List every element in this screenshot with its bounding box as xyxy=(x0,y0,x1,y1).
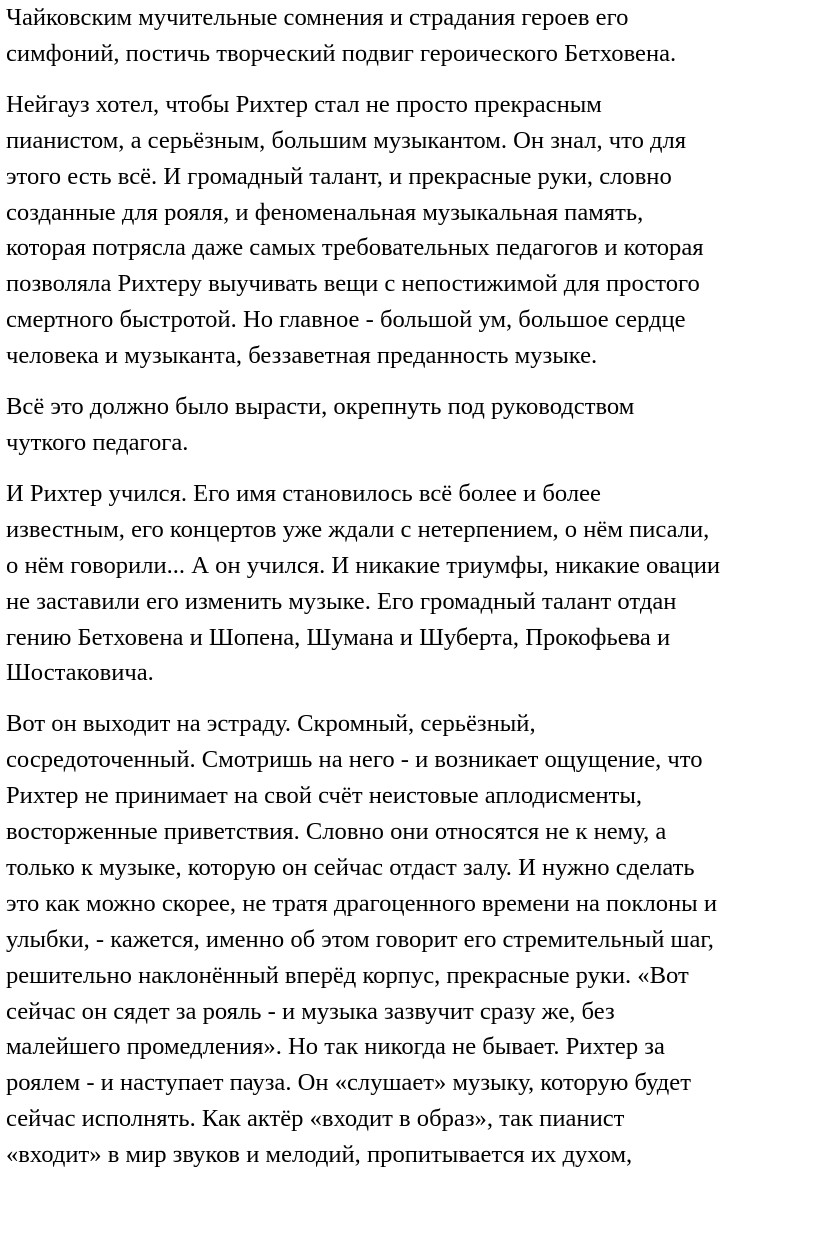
text-line: Шостаковича. xyxy=(6,659,154,687)
text-line: пианистом, а серьёзным, большим музыкантом. Он знал, что для xyxy=(6,126,687,154)
text-line: роялем - и наступает пауза. Он «слушает» музыку, которую будет xyxy=(6,1069,691,1097)
text-line: «входит» в мир звуков и мелодий, пропитывается их духом, xyxy=(6,1141,633,1169)
text-line: смертного быстротой. Но главное - большой ум, большое сердце xyxy=(6,306,686,334)
text-line: Нейгауз хотел, чтобы Рихтер стал не просто прекрасным xyxy=(6,90,602,118)
text-line: симфоний, постичь творческий подвиг героического Бетховена. xyxy=(6,39,677,67)
body-text xyxy=(6,0,810,1173)
paragraph xyxy=(6,706,810,1173)
text-line: созданные для рояля, и феноменальная музыкальная память, xyxy=(6,198,644,226)
text-line: малейшего промедления». Но так никогда не бывает. Рихтер за xyxy=(6,1033,665,1061)
text-line: И Рихтер учился. Его имя становилось всё более и более xyxy=(6,479,601,507)
text-line: о нём говорили... А он учился. И никакие триумфы, никакие овации xyxy=(6,551,721,579)
text-line: сейчас он сядет за рояль - и музыка зазвучит сразу же, без xyxy=(6,997,615,1025)
text-line: только к музыке, которую он сейчас отдаст залу. И нужно сделать xyxy=(6,853,695,881)
text-line: не заставили его изменить музыке. Его громадный талант отдан xyxy=(6,587,677,615)
text-line: гению Бетховена и Шопена, Шумана и Шуберта, Прокофьева и xyxy=(6,623,671,651)
text-line: этого есть всё. И громадный талант, и прекрасные руки, словно xyxy=(6,162,672,190)
text-line: Всё это должно было вырасти, окрепнуть под руководством xyxy=(6,393,635,421)
text-line: это как можно скорее, не тратя драгоценного времени на поклоны и xyxy=(6,889,718,917)
text-line: Вот он выходит на эстраду. Скромный, серьёзный, xyxy=(6,710,536,738)
text-line: сосредоточенный. Смотришь на него - и возникает ощущение, что xyxy=(6,746,703,774)
text-line: известным, его концертов уже ждали с нетерпением, о нём писали, xyxy=(6,515,710,543)
text-line: позволяла Рихтеру выучивать вещи с непостижимой для простого xyxy=(6,270,700,298)
paragraph xyxy=(6,0,810,72)
paragraph xyxy=(6,476,810,691)
paragraph xyxy=(6,87,810,374)
text-line: сейчас исполнять. Как актёр «входит в образ», так пианист xyxy=(6,1105,625,1133)
text-line: человека и музыканта, беззаветная преданность музыке. xyxy=(6,342,598,370)
text-line: чуткого педагога. xyxy=(6,428,189,456)
text-line: улыбки, - кажется, именно об этом говорит его стремительный шаг, xyxy=(6,925,714,953)
text-line: решительно наклонённый вперёд корпус, прекрасные руки. «Вот xyxy=(6,961,689,989)
text-line: Рихтер не принимает на свой счёт неистовые аплодисменты, xyxy=(6,782,643,810)
text-line: Чайковским мучительные сомнения и страдания героев его xyxy=(6,4,629,31)
paragraph xyxy=(6,389,810,461)
text-line: восторженные приветствия. Словно они относятся не к нему, а xyxy=(6,818,667,846)
text-line: которая потрясла даже самых требовательных педагогов и которая xyxy=(6,234,704,262)
